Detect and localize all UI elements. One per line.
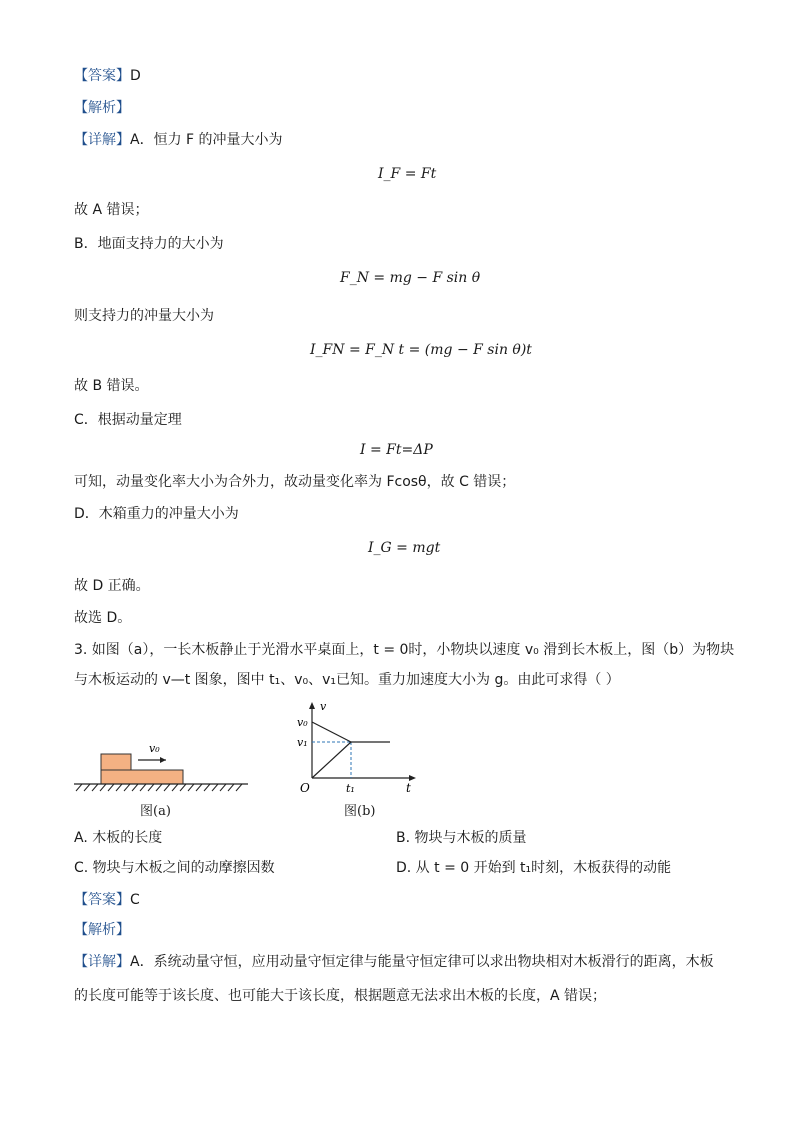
- question-3-line-1: 3. 如图（a），一长木板静止于光滑水平桌面上，t = 0时，小物块以速度 v₀ 滑到长木板上，图（b）为物块: [74, 642, 735, 658]
- v-axis-arrow-icon: [309, 702, 315, 709]
- analysis-tag-2: 【解析】: [74, 922, 130, 938]
- detail-tag: 【详解】: [74, 132, 130, 148]
- question-3-line-2: 与木板运动的 v—t 图象，图中 t₁、v₀、v₁已知。重力加速度大小为 g。由此可求得（ ）: [74, 672, 620, 688]
- text-b2: 则支持力的冲量大小为: [74, 308, 214, 324]
- equation-momentum-theorem: I = Ft=ΔP: [360, 442, 433, 458]
- axis-t-label: t: [406, 781, 411, 795]
- arrow-head-icon: [160, 757, 166, 763]
- detail-text-2: A．系统动量守恒，应用动量守恒定律与能量守恒定律可以求出物块相对木板滑行的距离，木板: [130, 954, 714, 970]
- axis-v-label: v: [320, 700, 327, 713]
- board-velocity-line: [312, 742, 351, 778]
- block-velocity-line: [312, 722, 351, 742]
- text-b-wrong: 故 B 错误。: [74, 378, 149, 394]
- text-d: D．木箱重力的冲量大小为: [74, 506, 239, 522]
- tick-v1: v₁: [297, 736, 308, 749]
- caption-a: 图(a): [140, 804, 171, 819]
- text-choose: 故选 D。: [74, 610, 132, 626]
- option-d: D. 从 t = 0 开始到 t₁时刻，木板获得的动能: [396, 860, 672, 876]
- detail-line-2b: 的长度可能等于该长度、也可能大于该长度，根据题意无法求出木板的长度，A 错误；: [74, 988, 607, 1004]
- detail-text: A．恒力 F 的冲量大小为: [130, 132, 283, 148]
- detail-tag-2: 【详解】: [74, 954, 130, 970]
- tick-v0: v₀: [297, 716, 308, 729]
- v0-label: v₀: [149, 742, 160, 755]
- answer-tag: 【答案】: [74, 68, 130, 84]
- text-c2: 可知，动量变化率大小为合外力，故动量变化率为 Fcosθ，故 C 错误；: [74, 474, 516, 490]
- answer-value: D: [130, 68, 141, 84]
- option-b: B. 物块与木板的质量: [396, 830, 527, 846]
- text-d-right: 故 D 正确。: [74, 578, 150, 594]
- text-c: C．根据动量定理: [74, 412, 182, 428]
- tick-t1: t₁: [346, 782, 355, 795]
- option-a: A. 木板的长度: [74, 830, 163, 846]
- caption-b: 图(b): [344, 804, 376, 819]
- equation-impulse-F: I_F = Ft: [378, 166, 437, 182]
- answer-tag-2: 【答案】: [74, 892, 130, 908]
- answer-value-2: C: [130, 892, 140, 908]
- figure-b: [294, 700, 424, 796]
- table-hatch: [76, 784, 242, 791]
- block: [101, 754, 131, 770]
- detail-line-1: [74, 130, 283, 150]
- equation-impulse-normal: I_FN = F_N t = (mg − F sin θ)t: [310, 342, 532, 358]
- analysis-tag: 【解析】: [74, 100, 130, 116]
- figure-a: [72, 738, 252, 798]
- board: [101, 770, 183, 784]
- answer-line-1: [74, 66, 141, 86]
- origin-label: O: [300, 781, 310, 795]
- detail-line-2: [74, 952, 714, 972]
- text-a-wrong: 故 A 错误；: [74, 202, 149, 218]
- answer-line-2: [74, 890, 140, 910]
- equation-normal-force: F_N = mg − F sin θ: [340, 270, 481, 286]
- text-b: B．地面支持力的大小为: [74, 236, 224, 252]
- option-c: C. 物块与木板之间的动摩擦因数: [74, 860, 275, 876]
- equation-impulse-gravity: I_G = mgt: [368, 540, 441, 556]
